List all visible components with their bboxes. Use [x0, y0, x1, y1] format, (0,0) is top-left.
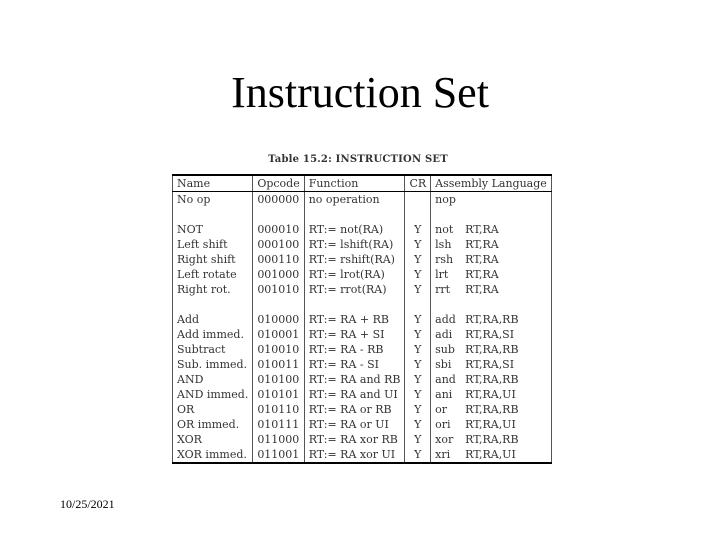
cell-cr: Y [405, 402, 431, 417]
cell-cr [405, 192, 431, 208]
assembly-mnemonic: xor [435, 433, 454, 446]
cell-name: Right rot. [173, 282, 253, 297]
cell-cr: Y [405, 357, 431, 372]
cell-assembly [431, 357, 552, 372]
assembly-mnemonic: add [435, 313, 456, 326]
spacer-cell [304, 207, 405, 222]
spacer-cell [405, 297, 431, 312]
cell-cr: Y [405, 387, 431, 402]
assembly-mnemonic: lsh [435, 238, 452, 251]
cell-opcode: 001000 [253, 267, 304, 282]
header-row [173, 175, 552, 192]
cell-name: Left rotate [173, 267, 253, 282]
assembly-operands: RT,RA,RB [465, 403, 519, 416]
assembly-operands: RT,RA,RB [465, 313, 519, 326]
cell-cr: Y [405, 252, 431, 267]
table-row [173, 192, 552, 208]
cell-assembly [431, 432, 552, 447]
assembly-operands: RT,RA,UI [465, 418, 516, 431]
cell-opcode: 010010 [253, 342, 304, 357]
instruction-table [172, 174, 552, 464]
assembly-mnemonic: sbi [435, 358, 452, 371]
table-body [173, 192, 552, 464]
cell-cr: Y [405, 432, 431, 447]
assembly-mnemonic: nop [435, 193, 456, 206]
cell-name: XOR [173, 432, 253, 447]
table-header [173, 175, 552, 192]
table-row [173, 387, 552, 402]
cell-assembly [431, 327, 552, 342]
cell-cr: Y [405, 237, 431, 252]
cell-function: RT:= RA - RB [304, 342, 405, 357]
cell-opcode: 011001 [253, 447, 304, 463]
assembly-operands: RT,RA,RB [465, 343, 519, 356]
cell-assembly [431, 417, 552, 432]
cell-name: Right shift [173, 252, 253, 267]
cell-name: Add [173, 312, 253, 327]
cell-opcode: 001010 [253, 282, 304, 297]
spacer-cell [304, 297, 405, 312]
cell-cr: Y [405, 342, 431, 357]
table-row [173, 222, 552, 237]
cell-function: no operation [304, 192, 405, 208]
cell-function: RT:= RA xor RB [304, 432, 405, 447]
spacer-cell [431, 207, 552, 222]
cell-name: Subtract [173, 342, 253, 357]
table-row [173, 282, 552, 297]
cell-name: AND [173, 372, 253, 387]
assembly-mnemonic: sub [435, 343, 455, 356]
spacer-cell [253, 207, 304, 222]
assembly-mnemonic: lrt [435, 268, 449, 281]
cell-name: No op [173, 192, 253, 208]
cell-assembly [431, 222, 552, 237]
cell-opcode: 010100 [253, 372, 304, 387]
cell-opcode: 000000 [253, 192, 304, 208]
assembly-operands: RT,RA,UI [465, 388, 516, 401]
cell-name: OR [173, 402, 253, 417]
assembly-mnemonic: rrt [435, 283, 451, 296]
cell-assembly [431, 267, 552, 282]
slide-date: 10/25/2021 [60, 497, 115, 511]
table-row [173, 417, 552, 432]
assembly-operands: RT,RA,SI [465, 358, 515, 371]
header-name: Name [173, 175, 253, 192]
table-caption: Table 15.2: INSTRUCTION SET [268, 154, 448, 165]
cell-function: RT:= lrot(RA) [304, 267, 405, 282]
cell-opcode: 010011 [253, 357, 304, 372]
spacer-cell [431, 297, 552, 312]
cell-opcode: 011000 [253, 432, 304, 447]
assembly-mnemonic: or [435, 403, 448, 416]
table-row [173, 327, 552, 342]
assembly-mnemonic: rsh [435, 253, 454, 266]
cell-opcode: 000100 [253, 237, 304, 252]
assembly-mnemonic: adi [435, 328, 453, 341]
cell-assembly [431, 312, 552, 327]
cell-function: RT:= rrot(RA) [304, 282, 405, 297]
group-spacer [173, 207, 552, 222]
table-row [173, 312, 552, 327]
assembly-operands: RT,RA,UI [465, 448, 516, 461]
assembly-mnemonic: ani [435, 388, 453, 401]
assembly-operands: RT,RA [465, 238, 499, 251]
assembly-operands: RT,RA,SI [465, 328, 515, 341]
cell-opcode: 000110 [253, 252, 304, 267]
cell-function: RT:= RA + RB [304, 312, 405, 327]
cell-name: AND immed. [173, 387, 253, 402]
table-row [173, 402, 552, 417]
cell-assembly [431, 342, 552, 357]
cell-cr: Y [405, 312, 431, 327]
assembly-operands: RT,RA [465, 253, 499, 266]
cell-cr: Y [405, 222, 431, 237]
spacer-cell [173, 297, 253, 312]
cell-assembly [431, 192, 552, 208]
group-spacer [173, 297, 552, 312]
cell-function: RT:= lshift(RA) [304, 237, 405, 252]
cell-cr: Y [405, 417, 431, 432]
header-opcode: Opcode [253, 175, 304, 192]
assembly-mnemonic: ori [435, 418, 451, 431]
assembly-operands: RT,RA,RB [465, 373, 519, 386]
cell-opcode: 010001 [253, 327, 304, 342]
cell-opcode: 010111 [253, 417, 304, 432]
cell-opcode: 010000 [253, 312, 304, 327]
cell-cr: Y [405, 327, 431, 342]
cell-name: NOT [173, 222, 253, 237]
assembly-operands: RT,RA [465, 283, 499, 296]
assembly-operands: RT,RA,RB [465, 433, 519, 446]
header-assembly: Assembly Language [431, 175, 552, 192]
cell-opcode: 000010 [253, 222, 304, 237]
cell-function: RT:= RA - SI [304, 357, 405, 372]
cell-name: Sub. immed. [173, 357, 253, 372]
cell-assembly [431, 387, 552, 402]
cell-assembly [431, 447, 552, 463]
table-row [173, 237, 552, 252]
cell-function: RT:= RA and RB [304, 372, 405, 387]
cell-assembly [431, 282, 552, 297]
cell-function: RT:= RA + SI [304, 327, 405, 342]
cell-function: RT:= rshift(RA) [304, 252, 405, 267]
cell-name: OR immed. [173, 417, 253, 432]
table-row [173, 342, 552, 357]
assembly-mnemonic: and [435, 373, 456, 386]
cell-assembly [431, 372, 552, 387]
cell-name: Left shift [173, 237, 253, 252]
table-row [173, 357, 552, 372]
header-cr: CR [405, 175, 431, 192]
cell-function: RT:= RA xor UI [304, 447, 405, 463]
cell-cr: Y [405, 447, 431, 463]
cell-assembly [431, 237, 552, 252]
cell-function: RT:= RA or RB [304, 402, 405, 417]
cell-name: Add immed. [173, 327, 253, 342]
assembly-mnemonic: not [435, 223, 454, 236]
cell-function: RT:= RA or UI [304, 417, 405, 432]
spacer-cell [405, 207, 431, 222]
assembly-operands: RT,RA [465, 268, 499, 281]
cell-assembly [431, 252, 552, 267]
table-row [173, 447, 552, 463]
cell-function: RT:= not(RA) [304, 222, 405, 237]
cell-assembly [431, 402, 552, 417]
assembly-mnemonic: xri [435, 448, 451, 461]
table-row [173, 432, 552, 447]
table-row [173, 372, 552, 387]
header-function: Function [304, 175, 405, 192]
cell-cr: Y [405, 372, 431, 387]
cell-name: XOR immed. [173, 447, 253, 463]
cell-opcode: 010110 [253, 402, 304, 417]
spacer-cell [173, 207, 253, 222]
table-row [173, 252, 552, 267]
cell-opcode: 010101 [253, 387, 304, 402]
assembly-operands: RT,RA [465, 223, 499, 236]
slide-title: Instruction Set [231, 68, 489, 117]
cell-function: RT:= RA and UI [304, 387, 405, 402]
cell-cr: Y [405, 282, 431, 297]
spacer-cell [253, 297, 304, 312]
cell-cr: Y [405, 267, 431, 282]
table-row [173, 267, 552, 282]
